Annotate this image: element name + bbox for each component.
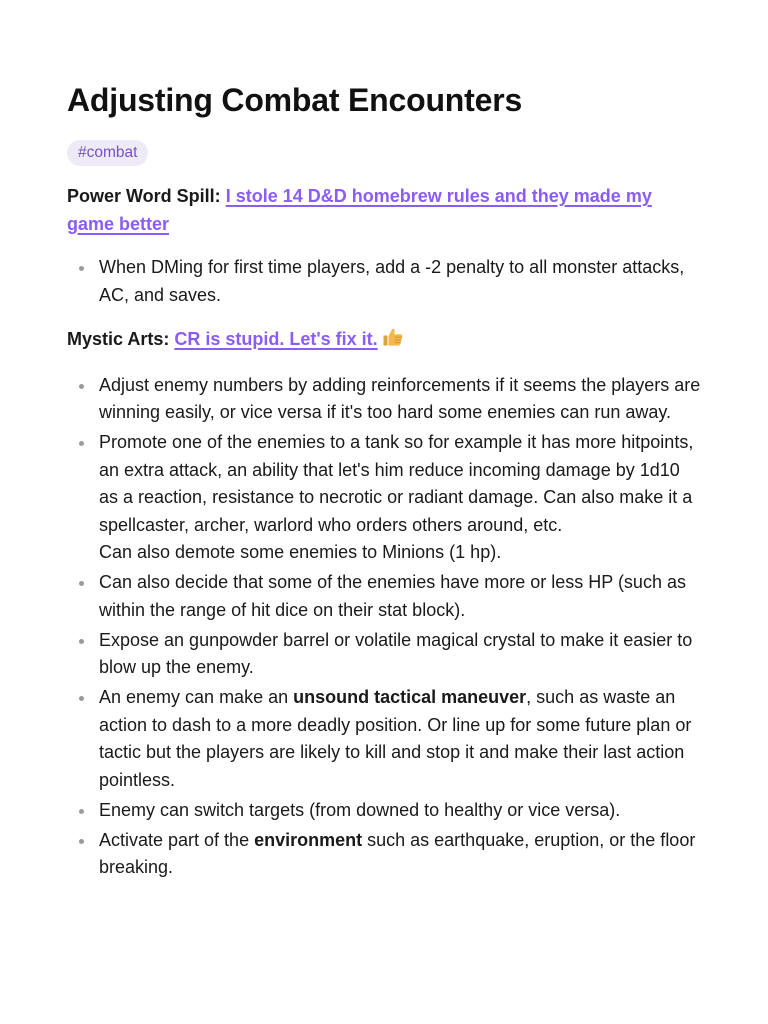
list-item	[99, 684, 702, 794]
list-item-text: Promote one of the enemies to a tank so for example it has more hitpoints, an extra attack, an ability that let's him reduce incoming damage by 1d10 as a reaction, resistance to necrotic or radiant damage. Can also make it a spellcaster, archer, warlord who orders others around, etc.	[99, 432, 694, 535]
section-mystic-arts	[67, 326, 702, 356]
list-item	[99, 429, 702, 567]
list-item: Adjust enemy numbers by adding reinforcements if it seems the players are winning easily, or vice versa if it's too hard some enemies can run away.	[99, 372, 702, 427]
section-label: Power Word Spill:	[67, 186, 221, 206]
power-word-spill-list	[67, 254, 702, 309]
list-item: Expose an gunpowder barrel or volatile magical crystal to make it easier to blow up the enemy.	[99, 627, 702, 682]
thumbs-up-icon	[382, 327, 404, 356]
list-item-text: , such as waste an action to dash to a more deadly position. Or line up for some future plan or tactic but the players are likely to kill and stop it and make their last action pointless.	[99, 687, 692, 790]
section-power-word-spill	[67, 183, 702, 238]
list-item: Enemy can switch targets (from downed to healthy or vice versa).	[99, 797, 702, 825]
list-item	[99, 827, 702, 882]
list-item: Can also decide that some of the enemies have more or less HP (such as within the range of hit dice on their stat block).	[99, 569, 702, 624]
list-item-text: Activate part of the	[99, 829, 255, 850]
list-item-text: An enemy can make an	[99, 687, 294, 707]
list-item-text: such as earthquake, eruption, or the floor breaking.	[99, 829, 696, 877]
tag-combat[interactable]: #combat	[67, 140, 148, 166]
page-title: Adjusting Combat Encounters	[67, 82, 523, 118]
mystic-arts-list	[67, 372, 702, 882]
tag-row	[67, 140, 702, 166]
list-item: When DMing for first time players, add a -2 penalty to all monster attacks, AC, and saves.	[99, 254, 702, 309]
section-label: Mystic Arts:	[67, 329, 170, 349]
list-item-text: Can also demote some enemies to Minions (1 hp).	[99, 542, 502, 562]
source-link-cr-is-stupid[interactable]: CR is stupid. Let's fix it.	[174, 329, 378, 349]
list-item-emphasis: unsound tactical maneuver	[293, 687, 527, 707]
list-item-emphasis: environment	[254, 829, 363, 850]
source-link-homebrew-rules[interactable]: I stole 14 D&D homebrew rules and they made my game better	[67, 186, 652, 234]
